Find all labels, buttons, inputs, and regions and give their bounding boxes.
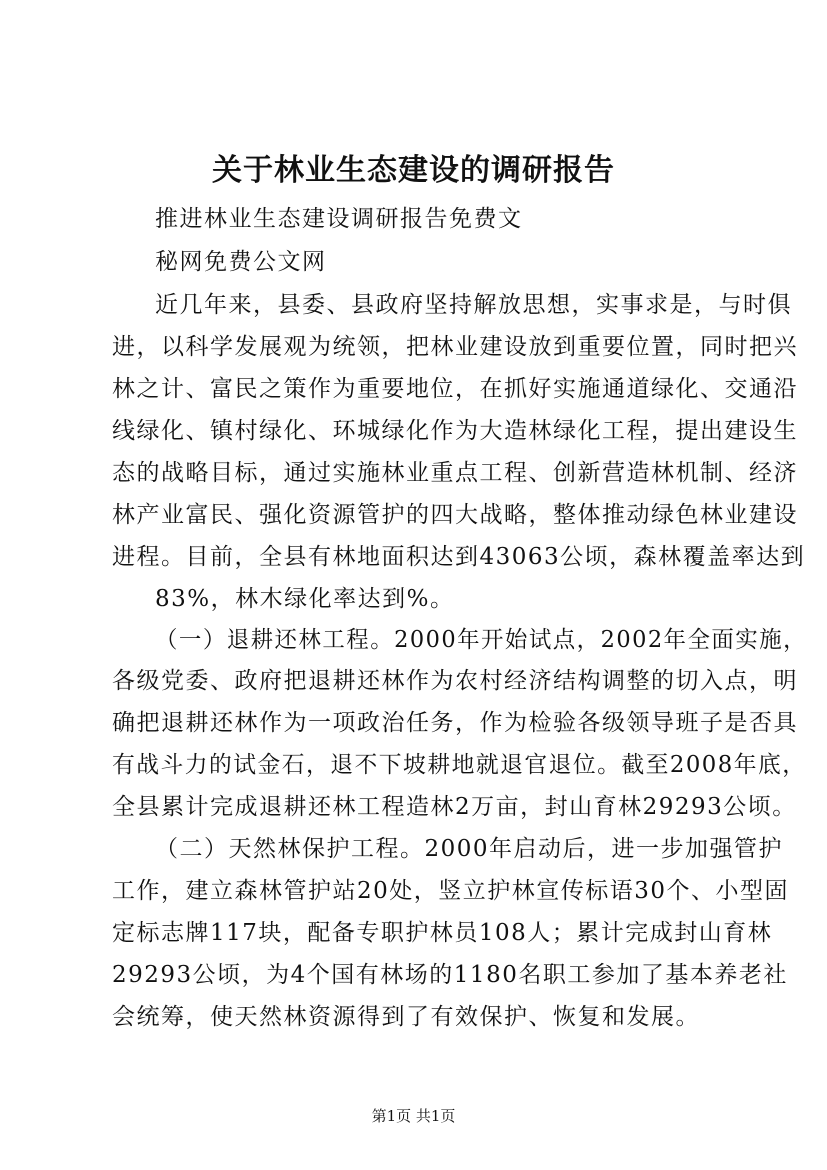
paragraph-line: （一）退耕还林工程。2000年开始试点，2002年全面实施， [155, 627, 808, 653]
paragraph-line: 工作，建立森林管护站20处，竖立护林宣传标语30个、小型固 [112, 878, 790, 904]
paragraph-line: 进程。目前，全县有林地面积达到43063公顷，森林覆盖率达到 [112, 544, 806, 570]
paragraph-line: 确把退耕还林作为一项政治任务，作为检验各级领导班子是否具 [112, 710, 798, 736]
paragraph-line: 各级党委、政府把退耕还林作为农村经济结构调整的切入点，明 [112, 668, 798, 694]
paragraph-line: 进，以科学发展观为统领，把林业建设放到重要位置，同时把兴 [112, 334, 798, 360]
subtitle-line: 秘网免费公文网 [155, 249, 327, 275]
paragraph-line: 定标志牌117块，配备专职护林员108人；累计完成封山育林 [112, 920, 773, 946]
paragraph-line: 会统筹，使天然林资源得到了有效保护、恢复和发展。 [112, 1004, 700, 1030]
document-title: 关于林业生态建设的调研报告 [212, 153, 615, 188]
paragraph-line: 83%，林木绿化率达到%。 [155, 586, 455, 612]
page-footer: 第1页 共1页 [371, 1107, 456, 1125]
paragraph-line: （二）天然林保护工程。2000年启动后，进一步加强管护 [155, 836, 784, 862]
paragraph-line: 态的战略目标，通过实施林业重点工程、创新营造林机制、经济 [112, 460, 798, 486]
paragraph-line: 29293公顷，为4个国有林场的1180名职工参加了基本养老社 [112, 962, 788, 988]
subtitle-line: 推进林业生态建设调研报告免费文 [155, 206, 523, 232]
paragraph-line: 林之计、富民之策作为重要地位，在抓好实施通道绿化、交通沿 [112, 376, 798, 402]
paragraph-line: 线绿化、镇村绿化、环城绿化作为大造林绿化工程，提出建设生 [112, 418, 798, 444]
paragraph-line: 林产业富民、强化资源管护的四大战略，整体推动绿色林业建设 [112, 502, 798, 528]
paragraph-line: 有战斗力的试金石，退不下坡耕地就退官退位。截至2008年底， [112, 752, 807, 778]
paragraph-line: 近几年来，县委、县政府坚持解放思想，实事求是，与时俱 [155, 292, 792, 318]
paragraph-line: 全县累计完成退耕还林工程造林2万亩，封山育林29293公顷。 [112, 794, 797, 820]
